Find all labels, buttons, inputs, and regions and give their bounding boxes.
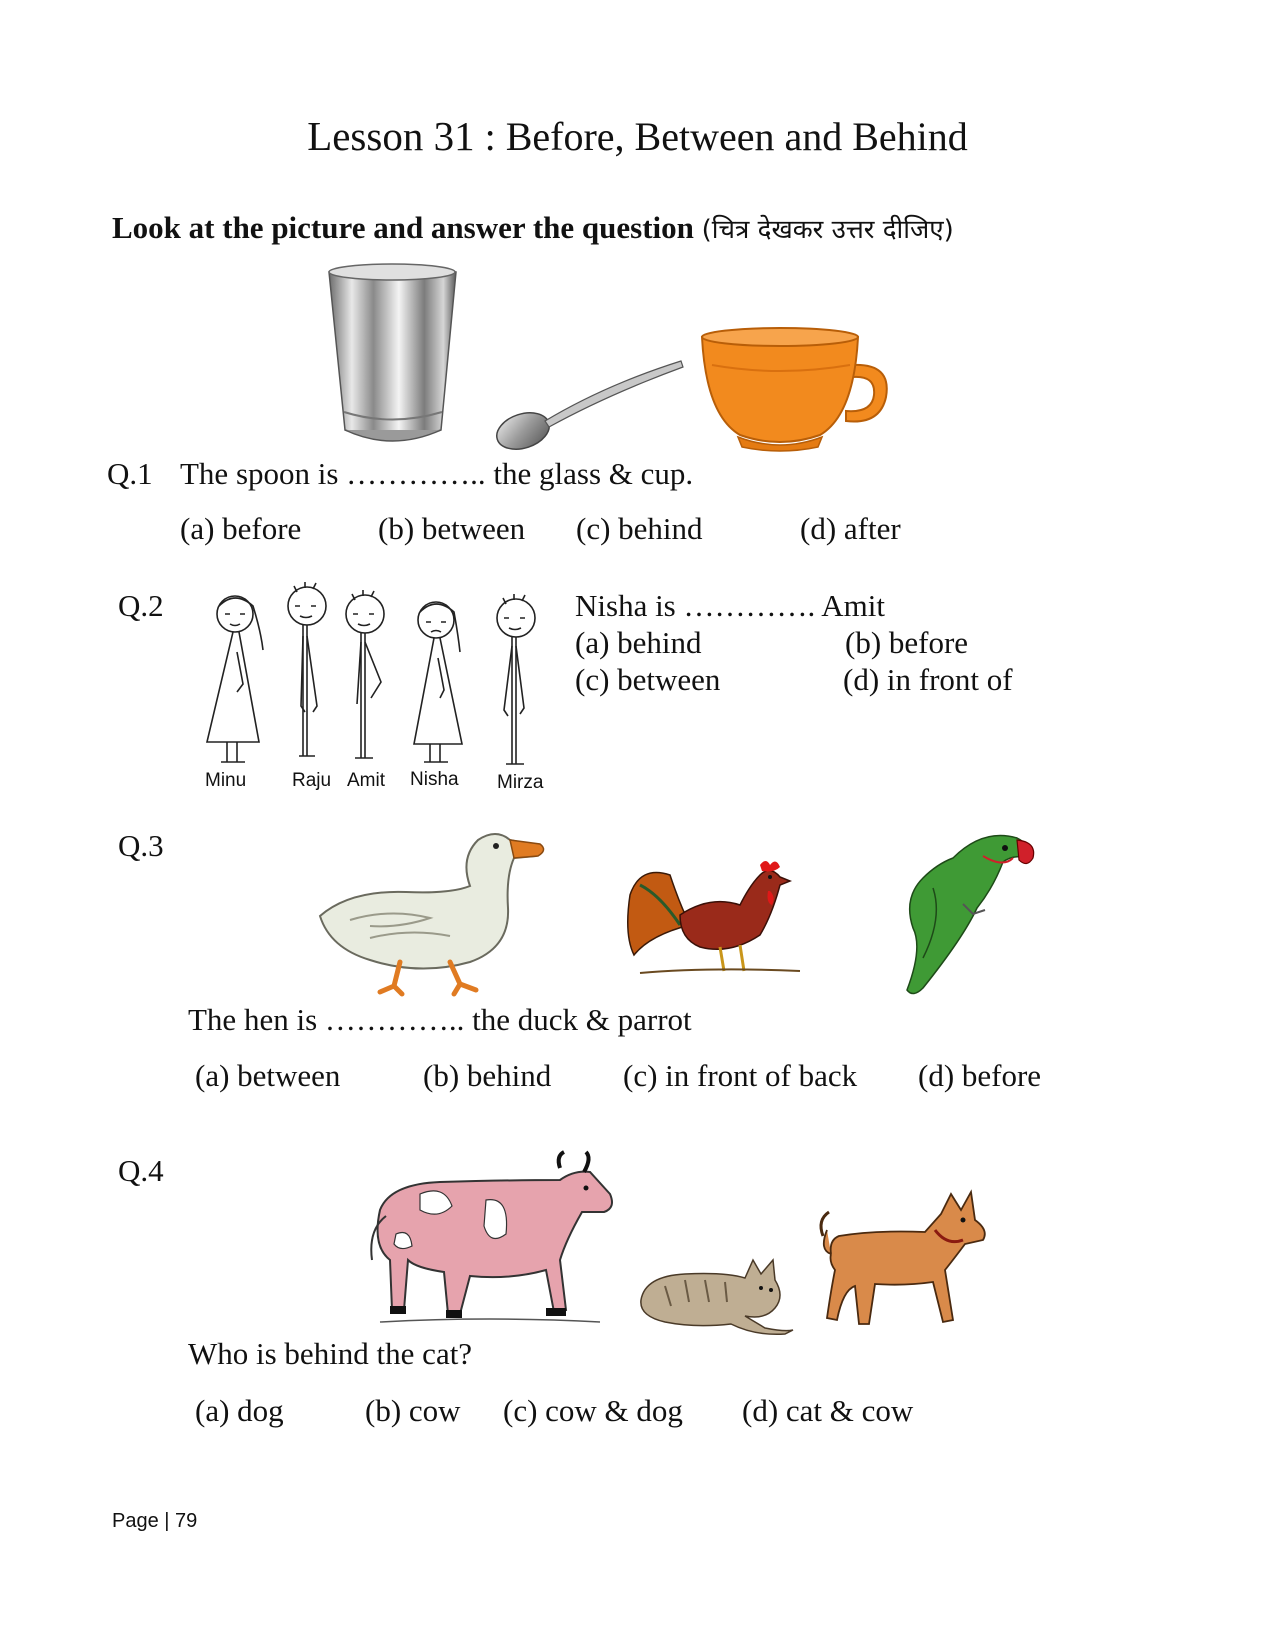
orange-cup-icon	[700, 325, 892, 453]
q1-number: Q.1	[107, 456, 153, 491]
duck-icon	[310, 828, 545, 998]
figure-name-mirza: Mirza	[497, 772, 544, 793]
q1-option-a[interactable]: (a) before	[180, 511, 302, 546]
stick-figure-amit	[341, 594, 393, 772]
q4-number: Q.4	[118, 1153, 164, 1188]
q3-option-c[interactable]: (c) in front of back	[623, 1058, 858, 1093]
cow-icon	[360, 1150, 620, 1330]
stick-figure-nisha	[408, 598, 468, 772]
instruction-english: Look at the picture and answer the question	[112, 210, 694, 245]
q2-question: Nisha is …………. Amit	[575, 588, 886, 623]
lesson-title-separator: :	[474, 114, 506, 159]
q3-number: Q.3	[118, 828, 164, 863]
page-label: Page	[112, 1510, 159, 1532]
parrot-icon	[893, 828, 1038, 1000]
q3-option-d[interactable]: (d) before	[918, 1058, 1042, 1093]
q2-option-d[interactable]: (d) in front of	[843, 662, 1013, 697]
q4-option-d[interactable]: (d) cat & cow	[742, 1393, 914, 1428]
lesson-name: Before, Between and Behind	[505, 114, 968, 159]
stick-figure-raju	[283, 586, 335, 772]
q3-question: The hen is ………….. the duck & parrot	[188, 1002, 692, 1037]
lesson-title	[0, 112, 1275, 160]
figure-name-nisha: Nisha	[410, 769, 459, 790]
figure-name-raju: Raju	[292, 770, 332, 791]
q4-option-a[interactable]: (a) dog	[195, 1393, 284, 1428]
instruction-hindi: (चित्र देखकर उत्तर दीजिए)	[701, 215, 954, 245]
spoon-icon	[495, 355, 685, 450]
q3-option-a[interactable]: (a) between	[195, 1058, 341, 1093]
figure-name-minu: Minu	[205, 770, 247, 791]
lesson-number: Lesson 31	[307, 113, 475, 159]
dog-icon	[815, 1190, 990, 1335]
steel-glass-icon	[325, 262, 460, 454]
page-footer	[112, 1510, 197, 1533]
stick-figure-mirza	[490, 598, 542, 774]
q2-number: Q.2	[118, 588, 164, 623]
q4-question: Who is behind the cat?	[188, 1336, 473, 1371]
q1-question: The spoon is ………….. the glass & cup.	[180, 456, 694, 491]
q2-option-b[interactable]: (b) before	[845, 625, 969, 660]
q2-option-c[interactable]: (c) between	[575, 662, 721, 697]
figure-name-amit: Amit	[347, 770, 385, 791]
q1-option-c[interactable]: (c) behind	[576, 511, 703, 546]
q1-option-d[interactable]: (d) after	[800, 511, 901, 546]
q4-option-b[interactable]: (b) cow	[365, 1393, 461, 1428]
hen-icon	[620, 855, 805, 980]
q3-option-b[interactable]: (b) behind	[423, 1058, 552, 1093]
page-separator: |	[158, 1510, 176, 1532]
q4-option-c[interactable]: (c) cow & dog	[503, 1393, 683, 1428]
cat-icon	[635, 1250, 797, 1335]
page-number: 79	[175, 1510, 198, 1532]
q2-option-a[interactable]: (a) behind	[575, 625, 702, 660]
stick-figure-minu	[203, 592, 269, 772]
q1-option-b[interactable]: (b) between	[378, 511, 526, 546]
instruction	[112, 210, 954, 246]
